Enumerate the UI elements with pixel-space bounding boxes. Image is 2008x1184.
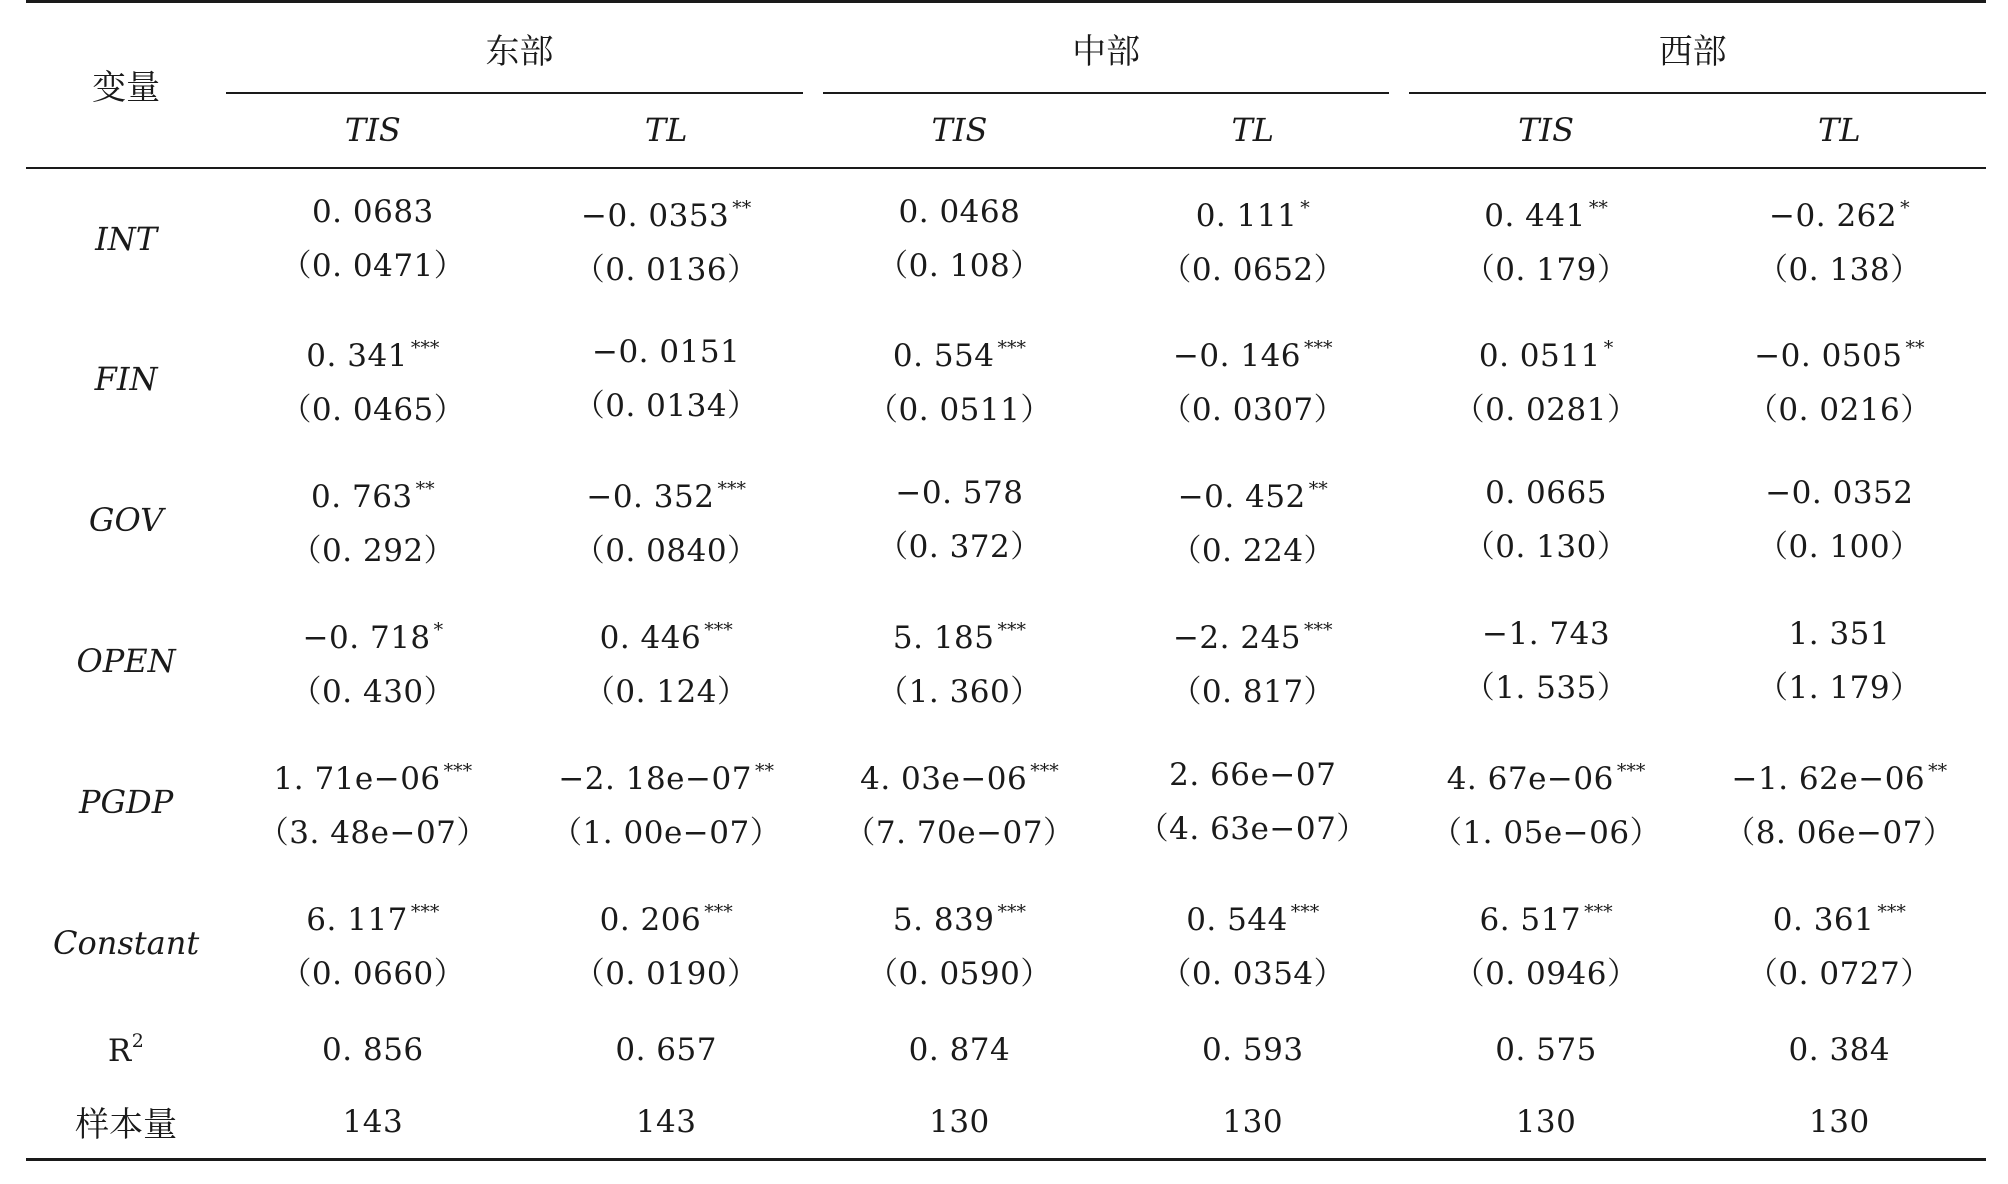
estimate-cell (520, 450, 813, 591)
coefficient: 1. 351 (1788, 616, 1891, 652)
sample-size-value: 130 (1399, 1086, 1692, 1160)
coefficient-line (813, 185, 1106, 239)
coefficient: 0. 763 (311, 479, 413, 515)
coefficient: 6. 517 (1479, 902, 1582, 938)
estimate-cell (1693, 732, 1986, 873)
r-squared-value: 0. 593 (1201, 1031, 1304, 1068)
coefficient: 0. 0683 (311, 193, 434, 230)
estimate-cell (813, 309, 1106, 450)
variable-header: 变量 (26, 2, 226, 168)
subheader-central-tl: TL (1106, 94, 1399, 168)
standard-error: （1. 00e−07） (551, 815, 782, 851)
estimate-cell (813, 873, 1106, 1014)
coefficient-line (1399, 466, 1692, 520)
standard-error: （1. 535） (1463, 670, 1629, 706)
standard-error: （0. 0216） (1746, 392, 1932, 428)
coefficient-line (226, 603, 519, 665)
coefficient: 0. 0665 (1485, 475, 1607, 511)
significance-stars: ** (1928, 760, 1948, 782)
standard-error: （0. 179） (1463, 251, 1629, 288)
coefficient-line (226, 885, 519, 947)
standard-error: （0. 0590） (867, 956, 1052, 992)
standard-error: （1. 05e−06） (1430, 815, 1662, 851)
standard-error: （0. 0136） (573, 251, 759, 288)
estimate-cell (1106, 732, 1399, 873)
coefficient-line (813, 321, 1106, 383)
coefficient: −0. 0505 (1754, 338, 1903, 374)
standard-error: （0. 0652） (1160, 251, 1346, 288)
coefficient: −0. 0151 (591, 334, 741, 370)
coefficient: 0. 446 (599, 620, 702, 656)
coefficient: 0. 0511 (1478, 338, 1601, 374)
estimate-cell (1106, 450, 1399, 591)
estimate-cell (520, 309, 813, 450)
estimate-cell (813, 450, 1106, 591)
coefficient: −1. 62e−06 (1731, 761, 1926, 797)
estimate-cell (226, 591, 519, 732)
coefficient-line (1399, 181, 1692, 243)
coefficient-line (520, 885, 813, 947)
standard-error: （0. 0946） (1453, 956, 1639, 992)
group-header-east: 东部 (226, 2, 813, 94)
coefficient: 0. 0468 (898, 193, 1021, 230)
standard-error: （0. 130） (1463, 529, 1629, 565)
standard-error: （0. 224） (1170, 533, 1336, 569)
coefficient: −0. 578 (895, 475, 1024, 511)
standard-error: （0. 0511） (867, 392, 1052, 428)
coefficient: −2. 245 (1172, 620, 1302, 656)
sample-size-value: 130 (1106, 1086, 1399, 1160)
significance-stars: *** (1877, 901, 1906, 923)
coefficient: 4. 03e−06 (860, 761, 1028, 797)
variable-name: OPEN (76, 642, 176, 680)
estimate-cell (1399, 450, 1692, 591)
coefficient: 0. 206 (599, 902, 702, 938)
standard-error: （0. 0281） (1453, 392, 1639, 428)
significance-stars: *** (1616, 760, 1646, 782)
standard-error: （0. 100） (1757, 529, 1922, 565)
significance-stars: *** (1290, 901, 1320, 923)
estimate-cell (1693, 450, 1986, 591)
coefficient-line (1693, 321, 1986, 383)
coefficient: 0. 111 (1195, 197, 1298, 234)
estimate-cell (226, 873, 519, 1014)
estimate-cell (520, 873, 813, 1014)
coefficient-line (1399, 744, 1692, 806)
estimate-cell (1106, 309, 1399, 450)
significance-stars: ** (1588, 196, 1608, 219)
estimate-cell (226, 732, 519, 873)
coefficient-line (813, 744, 1106, 806)
significance-stars: *** (1030, 760, 1059, 782)
estimate-cell (1693, 168, 1986, 309)
coefficient-line (1693, 607, 1986, 661)
coefficient-line (520, 462, 813, 524)
coefficient-line (226, 321, 519, 383)
standard-error: （0. 0190） (573, 956, 759, 992)
coefficient-line (1106, 321, 1399, 383)
coefficient-line (226, 185, 519, 239)
estimate-cell (813, 591, 1106, 732)
estimate-cell (1693, 873, 1986, 1014)
coefficient-line (1106, 462, 1399, 524)
significance-stars: * (1900, 196, 1910, 219)
estimate-cell (1399, 168, 1692, 309)
sample-size-value: 143 (226, 1086, 519, 1160)
r-squared-letter: R (107, 1033, 132, 1069)
coefficient: 5. 839 (892, 902, 995, 938)
coefficient-line (520, 181, 813, 243)
estimate-cell (520, 732, 813, 873)
table-row (26, 873, 1986, 1014)
coefficient-line (1693, 744, 1986, 806)
standard-error: （0. 430） (290, 674, 456, 710)
r-squared-value: 0. 384 (1788, 1031, 1891, 1068)
coefficient-line (1106, 603, 1399, 665)
coefficient-line (520, 325, 813, 379)
estimate-cell (1399, 591, 1692, 732)
variable-name: INT (95, 219, 158, 258)
table-row (26, 732, 1986, 873)
coefficient: −1. 743 (1482, 616, 1611, 652)
estimate-cell (1693, 309, 1986, 450)
sample-size-label: 样本量 (26, 1086, 226, 1160)
estimate-cell (1693, 591, 1986, 732)
coefficient: 0. 544 (1186, 902, 1288, 938)
coefficient: 0. 441 (1484, 197, 1586, 234)
significance-stars: *** (1304, 337, 1333, 359)
standard-error: （4. 63e−07） (1137, 811, 1368, 847)
variable-name: FIN (94, 360, 158, 398)
standard-error: （0. 108） (877, 247, 1042, 284)
subheader-west-tl: TL (1693, 94, 1986, 168)
standard-error: （0. 817） (1170, 674, 1336, 710)
subheader-west-tis: TIS (1399, 94, 1692, 168)
variable-name: PGDP (78, 783, 174, 821)
coefficient: 6. 117 (306, 902, 408, 938)
standard-error: （0. 0727） (1746, 956, 1932, 992)
variable-name: GOV (88, 501, 164, 539)
coefficient-line (1106, 181, 1399, 243)
standard-error: （7. 70e−07） (844, 815, 1075, 851)
group-header-central: 中部 (813, 2, 1400, 94)
subheader-east-tis: TIS (226, 94, 519, 168)
variable-name: Constant (53, 924, 200, 962)
standard-error: （0. 372） (877, 529, 1042, 565)
coefficient-line (1693, 885, 1986, 947)
estimate-cell (813, 168, 1106, 309)
r-squared-superscript: 2 (131, 1030, 145, 1052)
estimate-cell (226, 450, 519, 591)
significance-stars: *** (443, 760, 473, 782)
significance-stars: *** (1304, 619, 1333, 641)
significance-stars: * (1300, 196, 1310, 219)
standard-error: （0. 138） (1757, 251, 1922, 288)
standard-error: （0. 0465） (280, 392, 466, 428)
significance-stars: * (1603, 337, 1614, 359)
estimate-cell (520, 591, 813, 732)
coefficient: 4. 67e−06 (1446, 761, 1614, 797)
estimate-cell (1399, 309, 1692, 450)
standard-error: （0. 0471） (280, 247, 466, 284)
coefficient-line (813, 885, 1106, 947)
standard-error: （1. 179） (1757, 670, 1922, 706)
standard-error: （0. 0840） (573, 533, 759, 569)
coefficient-line (1399, 885, 1692, 947)
table-body (26, 168, 1986, 1160)
r-squared-value: 0. 874 (908, 1031, 1011, 1068)
coefficient-line (1399, 607, 1692, 661)
significance-stars: ** (732, 196, 752, 219)
standard-error: （1. 360） (877, 674, 1042, 710)
significance-stars: *** (704, 901, 733, 923)
table-row (26, 168, 1986, 309)
standard-error: （0. 0660） (280, 956, 466, 992)
regression-table (26, 0, 1986, 1161)
coefficient: 0. 361 (1772, 902, 1875, 938)
estimate-cell (1106, 591, 1399, 732)
standard-error: （0. 0354） (1160, 956, 1346, 992)
coefficient: 5. 185 (892, 620, 995, 656)
coefficient: −0. 452 (1177, 479, 1306, 515)
significance-stars: ** (415, 478, 435, 500)
table-row (26, 309, 1986, 450)
header-row-subheaders (26, 94, 1986, 168)
coefficient-line (1106, 885, 1399, 947)
estimate-cell (813, 732, 1106, 873)
coefficient: 1. 71e−06 (273, 761, 441, 797)
coefficient-line (226, 462, 519, 524)
regression-table-container (26, 0, 1986, 1184)
significance-stars: ** (754, 760, 774, 782)
significance-stars: *** (1584, 901, 1613, 923)
significance-stars: *** (997, 337, 1026, 359)
estimate-cell (1106, 168, 1399, 309)
sample-size-value: 143 (520, 1086, 813, 1160)
standard-error: （0. 0134） (573, 388, 759, 424)
coefficient-line (226, 744, 519, 806)
significance-stars: ** (1905, 337, 1925, 359)
coefficient-line (1693, 466, 1986, 520)
coefficient-line (520, 603, 813, 665)
estimate-cell (226, 309, 519, 450)
coefficient: 0. 341 (306, 338, 408, 374)
coefficient: −0. 718 (302, 620, 431, 656)
standard-error: （0. 124） (583, 674, 749, 710)
r-squared-value: 0. 657 (615, 1031, 717, 1068)
significance-stars: *** (410, 901, 440, 923)
significance-stars: *** (997, 619, 1026, 641)
estimate-cell (1106, 873, 1399, 1014)
significance-stars: * (433, 619, 444, 641)
group-header-west: 西部 (1399, 2, 1986, 94)
standard-error: （3. 48e−07） (257, 815, 488, 851)
r-squared-row (26, 1014, 1986, 1086)
coefficient-line (520, 744, 813, 806)
table-row (26, 450, 1986, 591)
sample-size-value: 130 (1693, 1086, 1986, 1160)
coefficient-line (813, 603, 1106, 665)
sample-size-row (26, 1086, 1986, 1160)
r-squared-value: 0. 575 (1495, 1031, 1597, 1068)
coefficient-line (813, 466, 1106, 520)
coefficient: −0. 0352 (1765, 475, 1914, 511)
table-row (26, 591, 1986, 732)
header-row-groups (26, 2, 1986, 94)
standard-error: （0. 0307） (1160, 392, 1346, 428)
coefficient: 0. 554 (892, 338, 995, 374)
coefficient-line (1106, 748, 1399, 802)
coefficient: −0. 262 (1769, 197, 1898, 234)
estimate-cell (1399, 732, 1692, 873)
coefficient: −0. 146 (1172, 338, 1302, 374)
significance-stars: *** (410, 337, 440, 359)
coefficient: 2. 66e−07 (1169, 757, 1337, 793)
estimate-cell (520, 168, 813, 309)
significance-stars: *** (717, 478, 746, 500)
significance-stars: *** (997, 901, 1026, 923)
subheader-central-tis: TIS (813, 94, 1106, 168)
r-squared-value: 0. 856 (322, 1031, 424, 1068)
coefficient: −2. 18e−07 (558, 761, 752, 797)
coefficient-line (1693, 181, 1986, 243)
coefficient: −0. 352 (586, 479, 715, 515)
standard-error: （8. 06e−07） (1724, 815, 1955, 851)
coefficient-line (1399, 321, 1692, 383)
significance-stars: *** (704, 619, 733, 641)
r-squared-label (26, 1014, 226, 1086)
significance-stars: ** (1308, 478, 1328, 500)
sample-size-value: 130 (813, 1086, 1106, 1160)
estimate-cell (226, 168, 519, 309)
estimate-cell (1399, 873, 1692, 1014)
standard-error: （0. 292） (290, 533, 456, 569)
coefficient: −0. 0353 (580, 197, 730, 234)
subheader-east-tl: TL (520, 94, 813, 168)
